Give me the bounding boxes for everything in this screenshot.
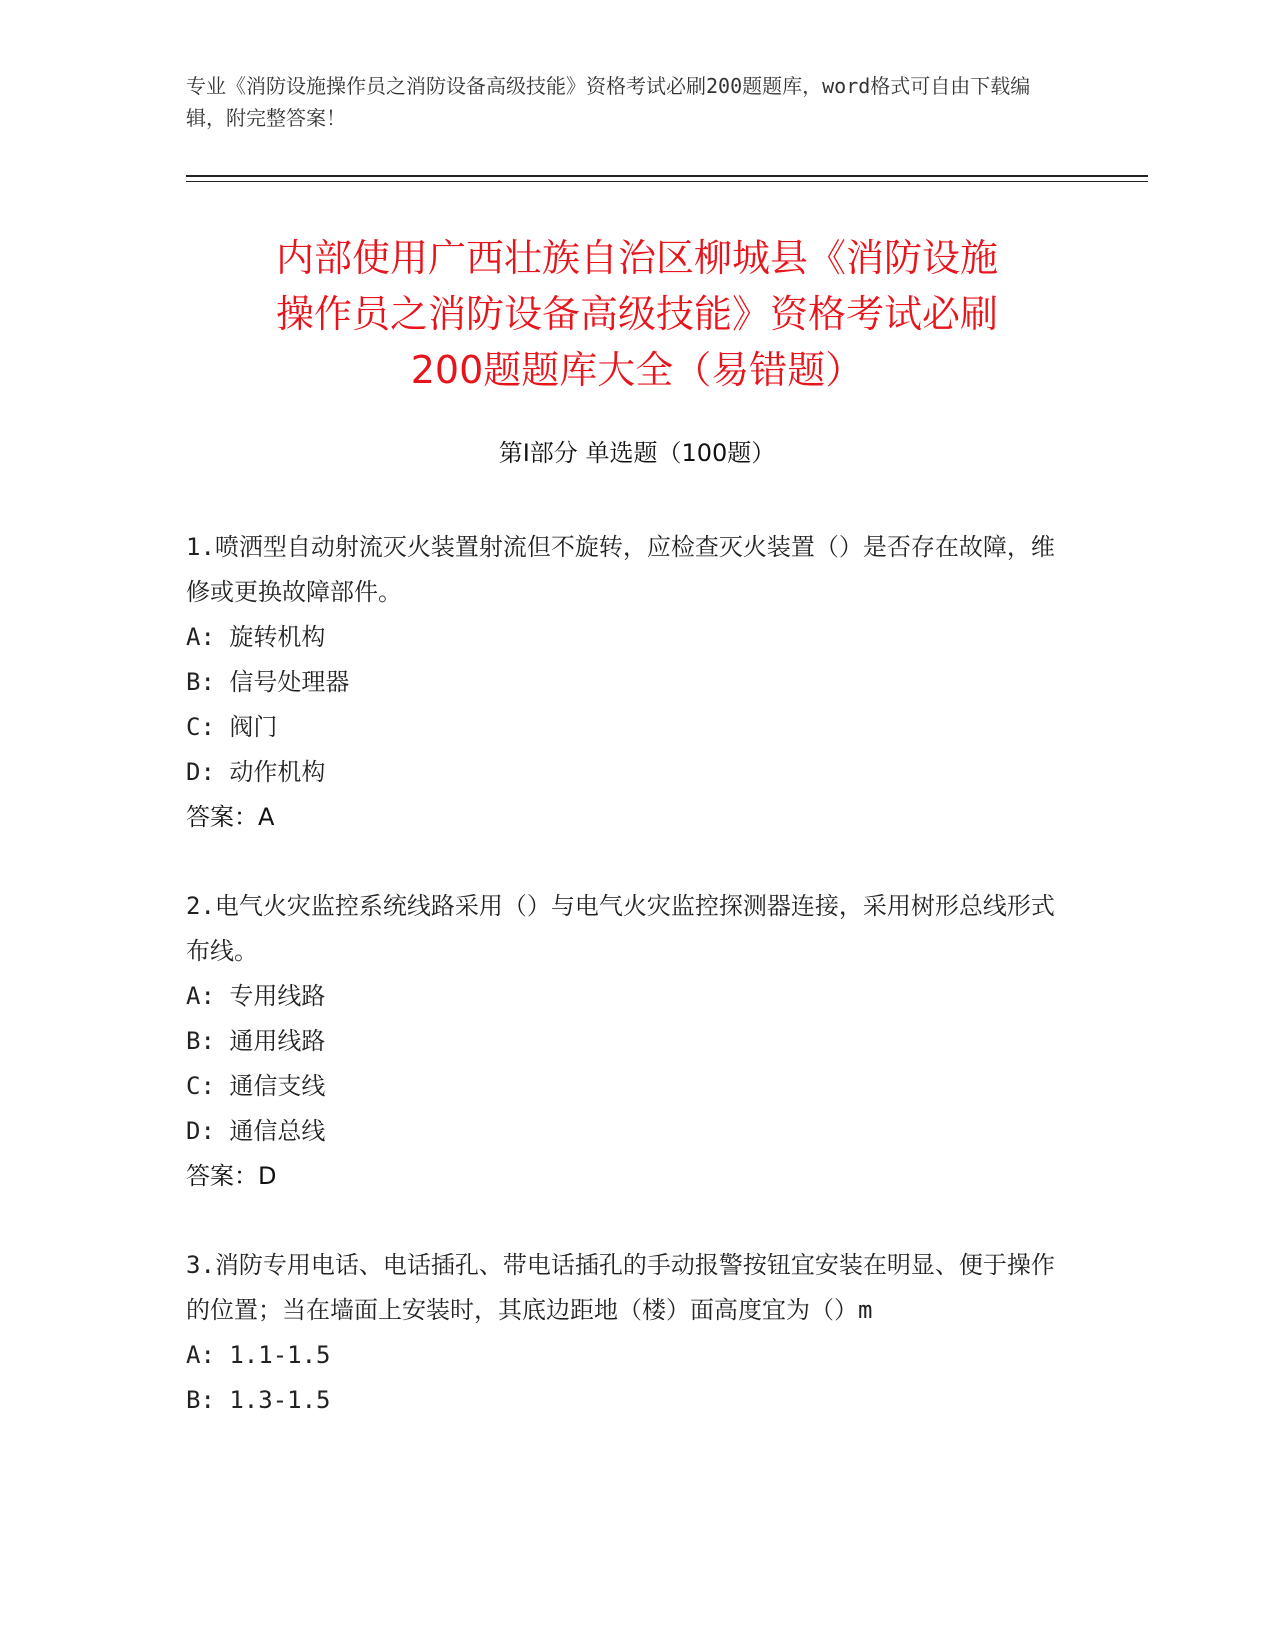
header-divider-thin bbox=[186, 181, 1148, 182]
option-d: D: 动作机构 bbox=[186, 758, 326, 786]
title-line-2: 操作员之消防设备高级技能》资格考试必刷 bbox=[275, 292, 998, 336]
answer: 答案：A bbox=[186, 803, 275, 831]
header-note: 专业《消防设施操作员之消防设备高级技能》资格考试必刷200题题库，word格式可自由下载编辑，附完整答案！ bbox=[186, 74, 1031, 130]
question-stem: 2.电气火灾监控系统线路采用（）与电气火灾监控探测器连接，采用树形总线形式布线。 bbox=[186, 892, 1055, 965]
option-b: B: 信号处理器 bbox=[186, 668, 350, 696]
question-stem: 1.喷洒型自动射流灭火装置射流但不旋转，应检查灭火装置（）是否存在故障，维修或更换故障部件。 bbox=[186, 533, 1055, 606]
option-a: A: 专用线路 bbox=[186, 982, 326, 1010]
answer: 答案：D bbox=[186, 1162, 277, 1190]
option-c: C: 阀门 bbox=[186, 713, 278, 741]
option-b: B: 通用线路 bbox=[186, 1027, 326, 1055]
option-a: A: 1.1-1.5 bbox=[186, 1341, 331, 1369]
question-2 bbox=[186, 884, 1066, 1199]
option-d: D: 通信总线 bbox=[186, 1117, 326, 1145]
question-list bbox=[186, 525, 1066, 1467]
question-1 bbox=[186, 525, 1066, 840]
question-stem: 3.消防专用电话、电话插孔、带电话插孔的手动报警按钮宜安装在明显、便于操作的位置；当在墙面上安装时，其底边距地（楼）面高度宜为（）m bbox=[186, 1251, 1055, 1324]
document-title bbox=[186, 230, 1088, 398]
question-3 bbox=[186, 1243, 1066, 1423]
option-b: B: 1.3-1.5 bbox=[186, 1386, 331, 1414]
title-line-3: 200题题库大全（易错题） bbox=[410, 348, 864, 392]
section-title: 第Ⅰ部分 单选题（100题） bbox=[498, 439, 776, 467]
option-c: C: 通信支线 bbox=[186, 1072, 326, 1100]
header-divider-thick bbox=[186, 175, 1148, 177]
title-line-1: 内部使用广西壮族自治区柳城县《消防设施 bbox=[275, 236, 998, 280]
option-a: A: 旋转机构 bbox=[186, 623, 326, 651]
